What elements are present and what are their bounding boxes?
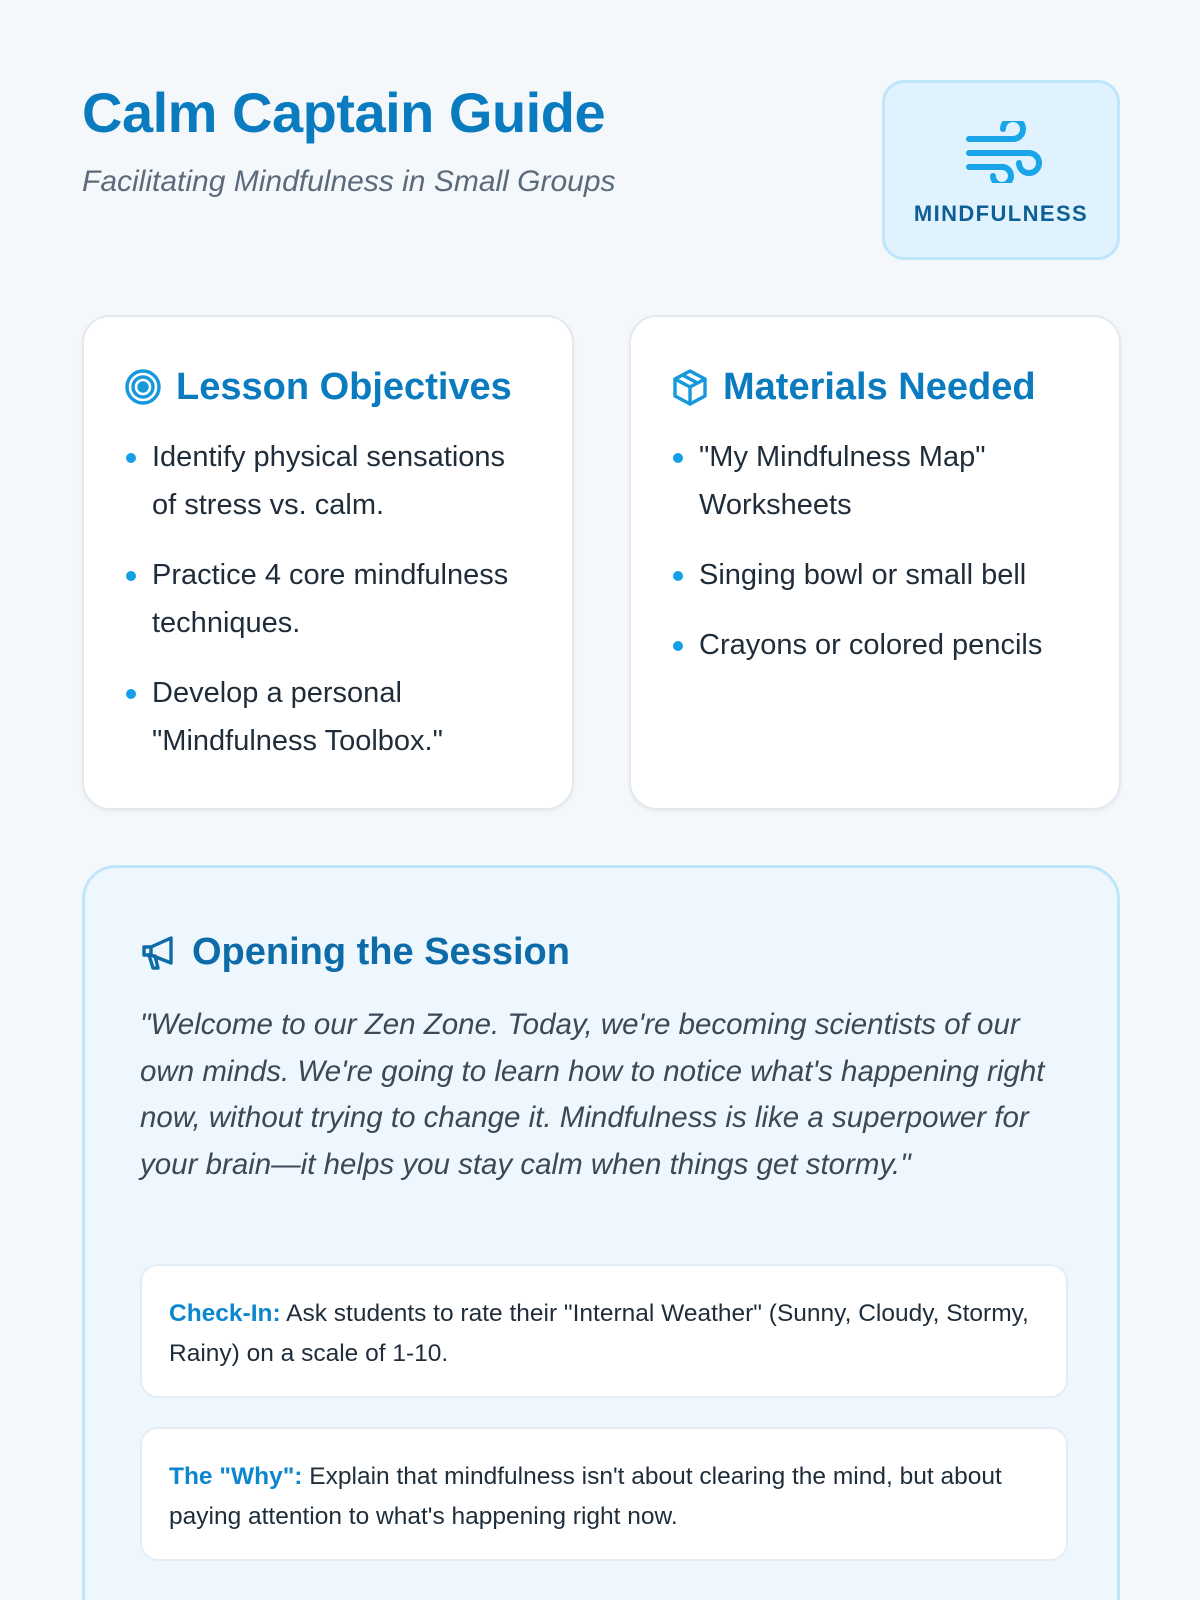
material-item: Singing bowl or small bell [671,551,1083,599]
material-item: "My Mindfulness Map" Worksheets [671,433,1083,529]
box-icon [671,368,709,406]
badge-label: MINDFULNESS [913,201,1089,226]
why-tip [140,1427,1068,1561]
megaphone-icon [140,933,178,971]
lesson-objectives-header [124,361,512,413]
why-label: The "Why": [169,1463,303,1490]
objective-item: Practice 4 core mindfulness techniques. [124,551,536,647]
opening-session-header [140,924,570,980]
lesson-objectives-title: Lesson Objectives [176,366,512,408]
check-in-tip [140,1264,1068,1398]
materials-list [671,433,1083,691]
opening-session-panel [82,865,1120,1600]
objective-item: Develop a personal "Mindfulness Toolbox." [124,669,536,765]
materials-needed-header [671,361,1036,413]
target-icon [124,368,162,406]
objective-item: Identify physical sensations of stress vs. calm. [124,433,536,529]
check-in-text: Ask students to rate their "Internal Weather" (Sunny, Cloudy, Stormy, Rainy) on a scale of 1-10. [169,1300,1029,1367]
page-subtitle: Facilitating Mindfulness in Small Groups [82,165,616,198]
materials-needed-title: Materials Needed [723,366,1036,408]
material-item: Crayons or colored pencils [671,621,1083,669]
lesson-objectives-list [124,433,536,787]
check-in-label: Check-In: [169,1300,281,1327]
topic-badge [882,80,1120,260]
why-text: Explain that mindfulness isn't about clearing the mind, but about paying attention to what's happening right now. [169,1463,1002,1530]
opening-script-quote: "Welcome to our Zen Zone. Today, we're becoming scientists of our own minds. We're going to learn how to notice what's happening right now, without trying to change it. Mindfulness is like a superpower for your brain—it helps you stay calm when things get stormy." [140,1008,1045,1181]
page-title: Calm Captain Guide [82,81,606,144]
opening-session-title: Opening the Session [192,931,570,973]
materials-needed-card [629,315,1121,810]
lesson-objectives-card [82,315,574,810]
page-header [82,80,1120,260]
wind-icon [965,121,1043,183]
